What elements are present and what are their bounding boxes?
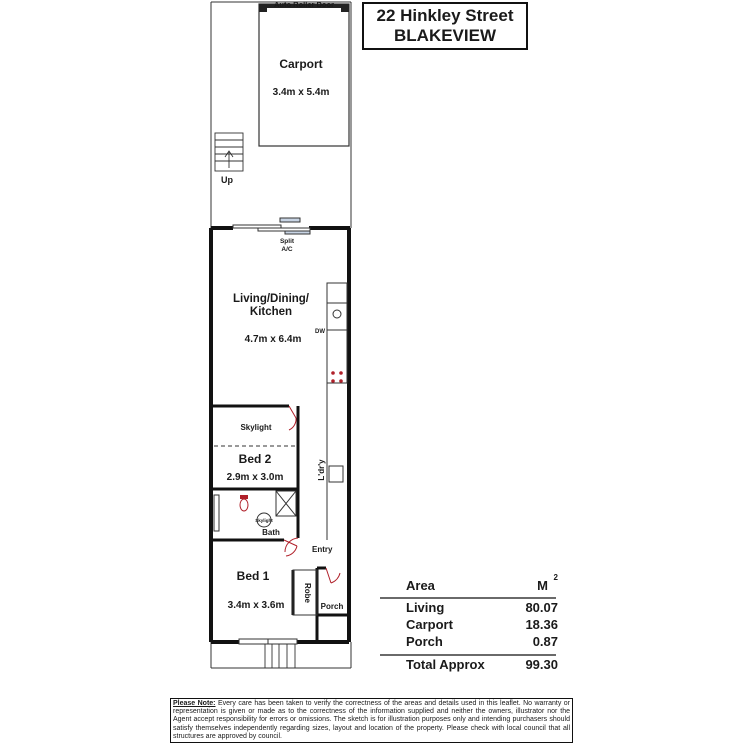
kitchen-bench [327, 283, 347, 540]
disclaimer-note [170, 698, 573, 743]
skylight-label: Skylight [240, 423, 272, 432]
bed2-dims: 2.9m x 3.0m [226, 472, 284, 483]
area-unit: M [537, 578, 548, 593]
exterior-walls [211, 228, 350, 642]
bath-label: Bath [262, 528, 280, 537]
living-dims: 4.7m x 6.4m [244, 334, 302, 345]
note-lead: Please Note: [173, 700, 216, 707]
area-table [380, 573, 558, 674]
address-suburb: BLAKEVIEW [394, 26, 496, 45]
robe-label: Robe [303, 583, 312, 603]
area-table-header [380, 573, 558, 596]
living-name-2: Kitchen [249, 306, 293, 318]
area-row-label: Living [406, 600, 445, 615]
up-label: Up [221, 175, 233, 185]
area-row-value: 0.87 [532, 634, 558, 649]
area-row [380, 634, 558, 651]
bed1-name: Bed 1 [236, 569, 270, 583]
address-street: 22 Hinkley Street [376, 6, 514, 25]
entry-label: Entry [312, 545, 333, 554]
area-total-value: 99.30 [525, 657, 558, 672]
bed2-name: Bed 2 [238, 452, 272, 466]
skylight-small-label: Skylight [255, 518, 273, 523]
split-ac-label-2: A/C [281, 246, 293, 253]
roller-door-label: Auto Roller Door [274, 0, 334, 9]
area-row [380, 600, 558, 617]
laundry-label: L'dr'y [317, 459, 326, 481]
bath-fixtures [214, 491, 296, 531]
steps [215, 133, 243, 171]
area-row-value: 80.07 [525, 600, 558, 615]
carport-dims: 3.4m x 5.4m [272, 87, 330, 98]
area-row-value: 18.36 [525, 617, 558, 632]
toilet-icon [240, 495, 248, 511]
carport [259, 4, 349, 146]
split-ac-label-1: Split [279, 238, 295, 245]
area-total-row [380, 657, 558, 674]
porch-label: Porch [320, 602, 344, 611]
area-total-label: Total Approx [406, 657, 485, 672]
dishwasher-label: DW [315, 329, 325, 335]
address-box [362, 2, 528, 50]
porch-steps [265, 644, 295, 668]
area-header-label: Area [406, 578, 435, 593]
area-unit-sup: 2 [553, 573, 558, 582]
living-name-1: Living/Dining/ [232, 293, 310, 305]
area-row [380, 617, 558, 634]
note-body: Every care has been taken to verify the correctness of the areas and details used in this leaflet. No warranty or representation is given or made as to the correctness of the information supplied and neither the owners, illustrator nor the Agent accept responsibility for errors or omissions. The sketch is for illustration purposes only and intending purchasers should satisfy themselves independently regarding sizes, layout and location of the property. Please check with local council that all structures are approved by council. [173, 700, 570, 740]
bed1-dims: 3.4m x 3.6m [227, 600, 285, 611]
area-row-label: Porch [406, 634, 443, 649]
cooktop-icon [331, 371, 343, 383]
area-row-label: Carport [406, 617, 453, 632]
carport-name: Carport [279, 57, 323, 71]
